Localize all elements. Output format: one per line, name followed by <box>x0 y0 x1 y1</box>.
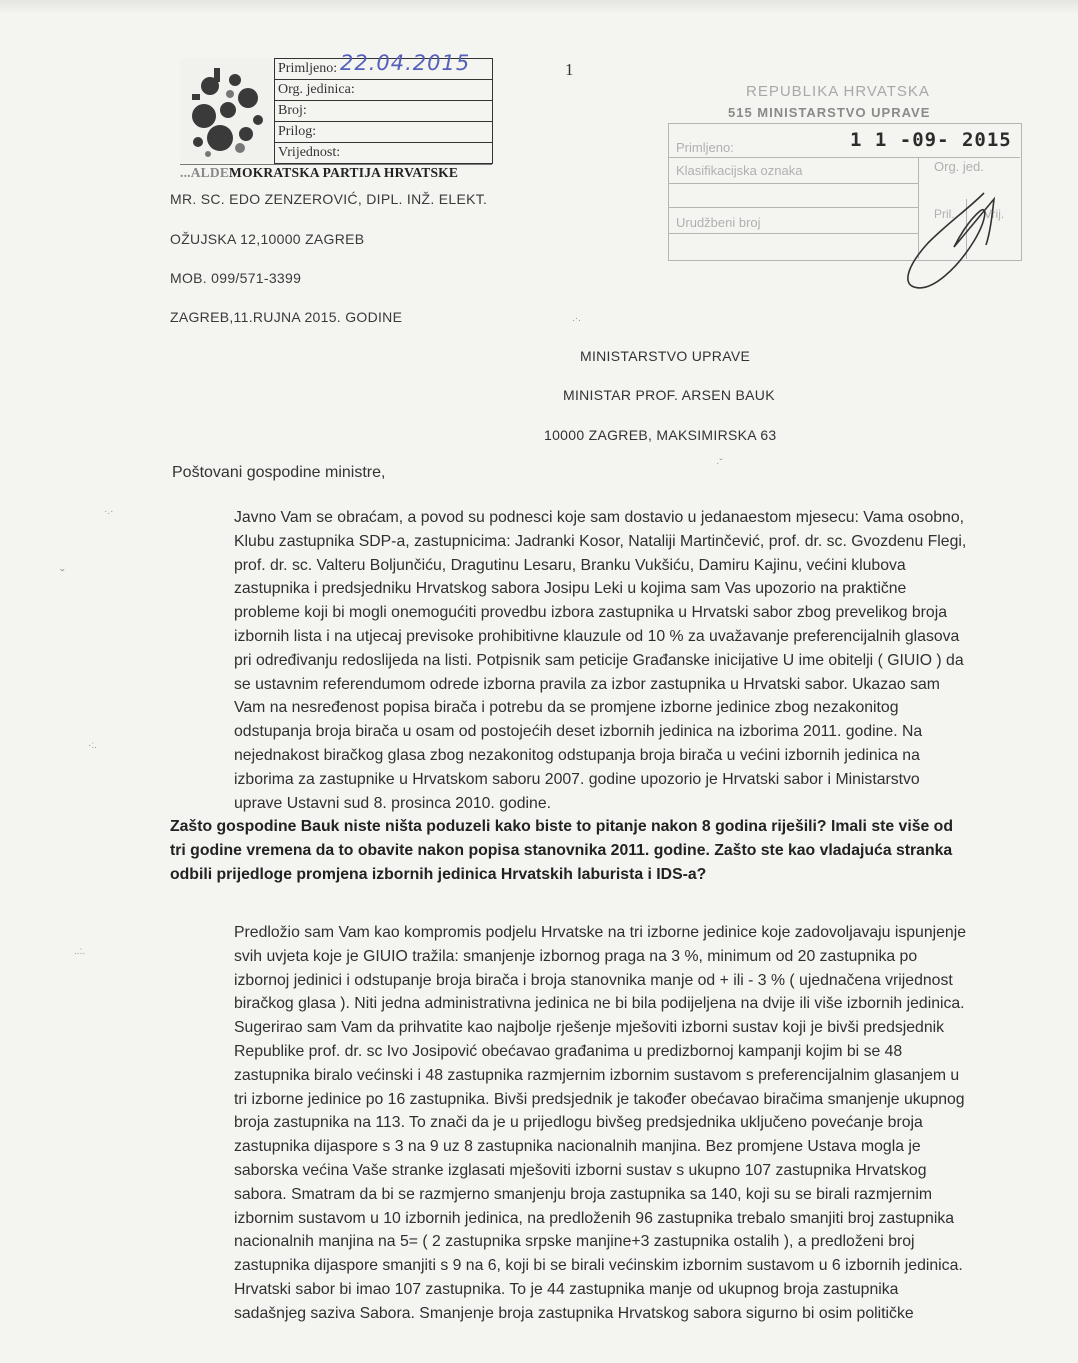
sender-phone: MOB. 099/571-3399 <box>170 270 302 286</box>
ministry-stamp-republic: REPUBLIKA HRVATSKA <box>746 83 930 100</box>
ministry-org-label: Org. jed. <box>934 159 984 174</box>
ministry-stamp-ministry: 515 MINISTARSTVO UPRAVE <box>728 105 931 120</box>
ministry-pril-label: Pril. <box>934 207 955 221</box>
scan-speck: ˇ <box>60 566 65 582</box>
stamp-row-value: Vrijednost: <box>278 145 341 160</box>
sender-date: ZAGREB,11.RUJNA 2015. GODINE <box>170 309 403 325</box>
recipient-address: 10000 ZAGREB, MAKSIMIRSKA 63 <box>544 427 777 443</box>
signature-icon <box>888 187 1028 297</box>
paragraph-1-text: Javno Vam se obraćam, a povod su podnesci koje sam dostavio u jedanaestom mjesecu: Vama osobno, Klubu zastupnika SDP-a, zastupnicima: Jadranki Kosor, Nataliji Martinčević, prof. dr. sc. Gvozdenu Flegi, prof. dr. sc. Valteru Boljunčiću, Dragutinu Lesaru, Branku Vukšiću, Damiru Kajinu, većini klubova zastupnika i predsjedniku Hrvatskog sabora Josipu Leki u kojima sam Vas upozorio na praktične probleme koji bi mogli onemogućiti provedbu izbora zastupnika u Hrvatski sabor zbog prevelikog broja izbornih lista i na utjecaj previsoke prohibitivne klauzule od 10 % za uvažavanje preferencijalnih glasova pri određivanju redoslijeda na listi. Potpisnik sam peticije Građanske inicijative U ime obitelji ( GIUIO ) da se ustavnim referendumom odrede izborna pravila za izbor zastupnika u Hrvatski sabor. Ukazao sam Vam na nesređenost popisa birača i potrebu da se promjene izborne jedinice zbog nezakonitog odstupanja broja birača u osam od postojećih deset izbornih jedinica na izborima 2011. godine. Na nejednakost biračkog glasa zbog nezakonitog odstupanja broja birača u većini izbornih jedinica na izborima za zastupnike u Hrvatskom saboru 2007. godine upozorio je Hrvatski sabor i Ministarstvo uprave Ustavni sud 8. prosinca 2010. godine. <box>234 509 967 812</box>
recipient-minister: MINISTAR PROF. ARSEN BAUK <box>563 387 775 403</box>
page-number: 1 <box>565 60 574 79</box>
sender-address: OŽUJSKA 12,10000 ZAGREB <box>170 231 365 247</box>
paragraph-2-text: Predložio sam Vam kao kompromis podjelu Hrvatske na tri izborne jedinice koje zadovoljavaju ispunjenje svih uvjeta koje je GIUIO tražila: smanjenje izbornog praga na 3 %, minimum od 20 zastupnika po izbornoj jedinici i odstupanje broja birača i broja stanovnika manje od + ili - 3 % ( ujednačena vrijednost biračkog glasa ). Niti jedna administrativna jedinica ne bi bila podijeljena na dvije ili više izbornih jedinica. Sugerirao sam Vam da prihvatite kao najbolje rješenje mješoviti izborni sustav koji je bivši predsjednik Republike prof. dr. sc Ivo Josipović obećavao građanima u predizbornoj kampanji kojim bi se 48 zastupnika biralo većinski i 48 zastupnika razmjernim izbornim sustavom s preferencijalnim glasanjem u tri izborne jedinice po 16 zastupnika. Bivši predsjednik je također obećavao biračima smanjenje ukupnog broja zastupnika na 113. To znači da je u prijedlogu bivšeg predsjednika uključeno povećanje broja zastupnika dijaspore s 3 na 9 uz 8 zastupnika nacionalnih manjina. Bez promjene Ustava mogla je saborska većina Vaše stranke izglasati mješoviti izborni sustav s ukupno 107 zastupnika Hrvatskog sabora. Smatram da bi se razmjerno smanjenju broja zastupnika sa 140, koji su se birali razmjernim izbornim sustavom u 10 izbornih jedinica, na predloženih 96 zastupnika trebalo smanjiti broj zastupnika nacionalnih manjina na 5= ( 2 zastupnika srpske manjine+3 zastupnika ostalih ), a predloženi broj zastupnika dijaspore smanjiti s 9 na 6, koji bi se birali većinskim izbornim sustavom u 6 izbornih jedinica. Hrvatski sabor bi imao 107 zastupnika. To je 44 zastupnika manje od ukupnog broja zastupnika sadašnjeg saziva Sabora. Smanjenje broja zastupnika Hrvatskog sabora sigurno bi osim političke <box>234 924 966 1322</box>
party-name: ...ALDEMOKRATSKA PARTIJA HRVATSKE <box>180 164 492 181</box>
ministry-received-date: 1 1 -09- 2015 <box>850 129 1012 151</box>
scan-speck: ·ˇ <box>716 458 723 469</box>
stamp-row-received: Primljeno: 22.04.2015 <box>275 59 492 80</box>
ministry-received-label: Primljeno: <box>676 140 734 155</box>
stamp-row-number: Broj: <box>275 101 492 122</box>
handwritten-date: 22.04.2015 <box>340 51 471 75</box>
scan-speck: .·. <box>572 313 581 324</box>
ministry-stamp <box>666 83 1026 283</box>
paragraph-1-bold: Zašto gospodine Bauk niste ništa poduzeli kako biste to pitanje nakon 8 godina riješili? Imali ste više od tri godine vremena da to obavite nakon popisa stanovnika 2011. godine. Zašto ste kao vladajuća stranka odbili prijedloge promjena izbornih jedinica Hrvatskih laburista i IDS-a? <box>170 818 953 883</box>
paragraph-2 <box>170 921 970 1326</box>
scan-edge <box>0 0 1078 14</box>
ministry-class-label: Klasifikacijska oznaka <box>676 163 803 178</box>
scan-speck: ·.· <box>104 506 114 517</box>
sender-name: MR. SC. EDO ZENZEROVIĆ, DIPL. INŽ. ELEKT. <box>170 191 488 207</box>
ministry-vrij-label: Vrij. <box>984 207 1005 221</box>
scan-speck: ..:. <box>74 946 86 957</box>
recipient-ministry: MINISTARSTVO UPRAVE <box>580 348 751 364</box>
received-stamp <box>180 51 492 182</box>
greeting: Poštovani gospodine ministre, <box>172 464 386 481</box>
scan-speck: ·:. <box>88 740 97 751</box>
received-stamp-grid <box>274 51 493 164</box>
party-logo-icon <box>180 58 272 162</box>
ministry-reg-label: Urudžbeni broj <box>676 215 761 230</box>
paragraph-1 <box>170 506 970 887</box>
stamp-row-org: Org. jedinica: <box>275 80 492 101</box>
stamp-row-attachment: Prilog: <box>275 122 492 143</box>
